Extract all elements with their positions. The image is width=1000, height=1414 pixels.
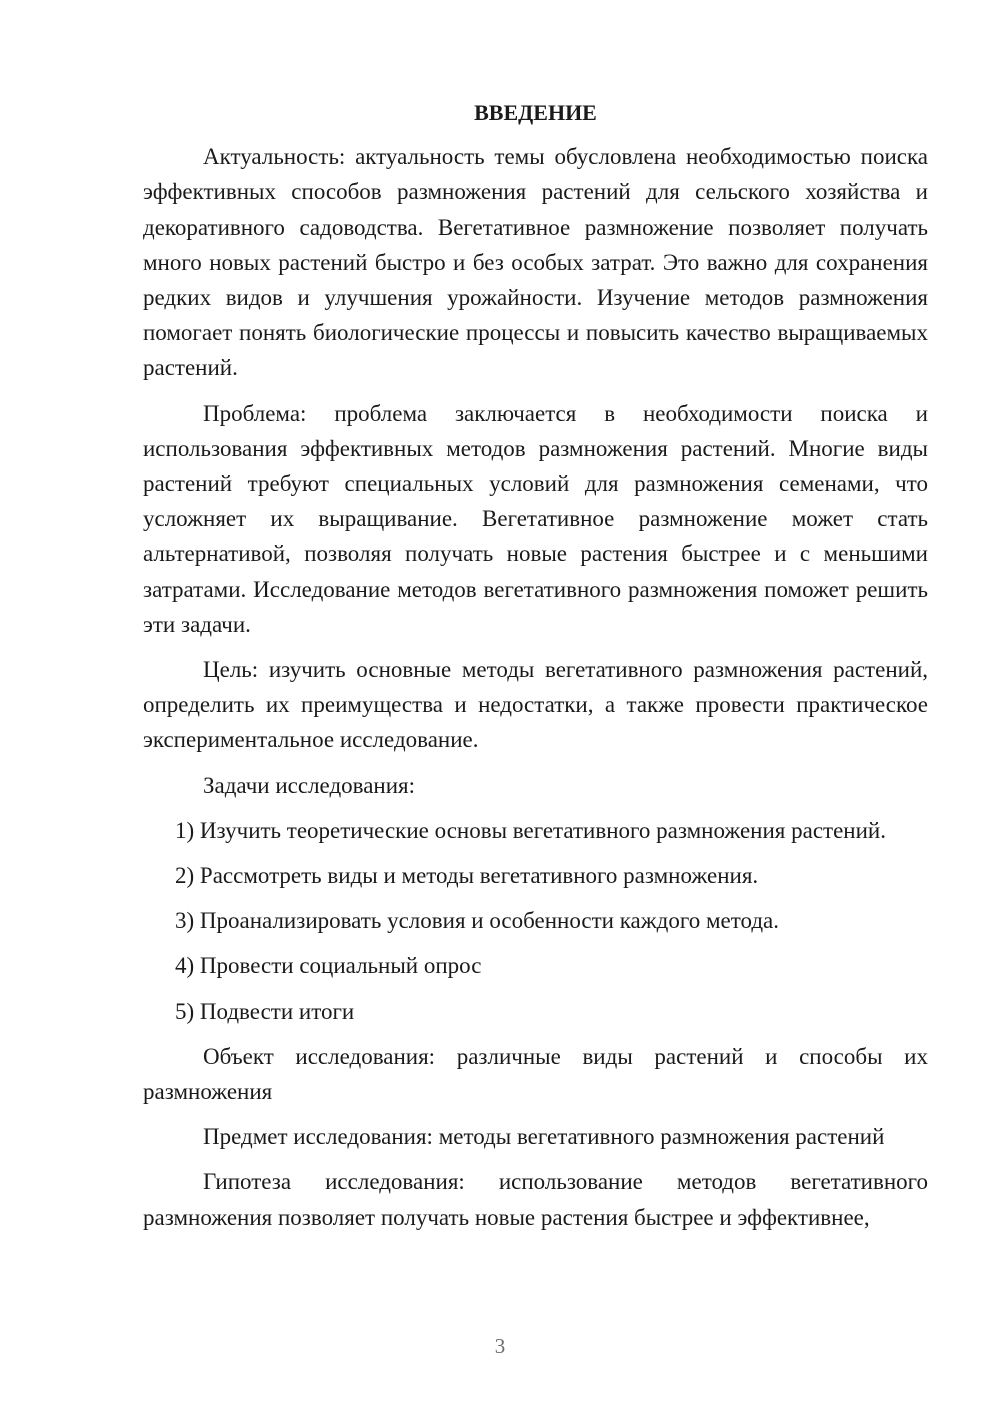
page-number: 3 bbox=[494, 1334, 506, 1358]
goal-paragraph: Цель: изучить основные методы вегетативного размножения растений, определить их преимущества и недостатки, а также провести практическое экспериментальное исследование. bbox=[143, 657, 928, 753]
task-item-4: 4) Провести социальный опрос bbox=[175, 953, 482, 979]
task-item-1: 1) Изучить теоретические основы вегетативного размножения растений. bbox=[175, 817, 886, 843]
problem-paragraph: Проблема: проблема заключается в необходимости поиска и использования эффективных методов размножения растений. Многие виды растений требуют специальных условий для размножения семенами, что усложняет их выращивание. Вегетативное размножение может стать альтернативой, позволяя получать новые растения быстрее и с меньшими затратами. Исследование методов вегетативного размножения поможет решить эти задачи. bbox=[143, 400, 928, 637]
document-body bbox=[143, 95, 928, 1245]
object-paragraph: Объект исследования: различные виды растений и способы их размножения bbox=[143, 1043, 928, 1105]
tasks-intro: Задачи исследования: bbox=[203, 772, 416, 798]
task-item-5: 5) Подвести итоги bbox=[175, 998, 355, 1024]
page-title: ВВЕДЕНИЕ bbox=[474, 100, 597, 125]
task-item-3: 3) Проанализировать условия и особенности каждого метода. bbox=[175, 908, 779, 934]
subject-paragraph: Предмет исследования: методы вегетативного размножения растений bbox=[203, 1124, 885, 1150]
hypothesis-paragraph: Гипотеза исследования: использование методов вегетативного размножения позволяет получать новые растения быстрее и эффективнее, bbox=[143, 1169, 928, 1230]
relevance-paragraph: Актуальность: актуальность темы обусловлена необходимостью поиска эффективных способов размножения растений для сельского хозяйства и декоративного садоводства. Вегетативное размножение позволяет получать много новых растений быстро и без особых затрат. Это важно для сохранения редких видов и улучшения урожайности. Изучение методов размножения помогает понять биологические процессы и повысить качество выращиваемых растений. bbox=[143, 144, 928, 381]
task-item-2: 2) Рассмотреть виды и методы вегетативного размножения. bbox=[175, 863, 759, 889]
